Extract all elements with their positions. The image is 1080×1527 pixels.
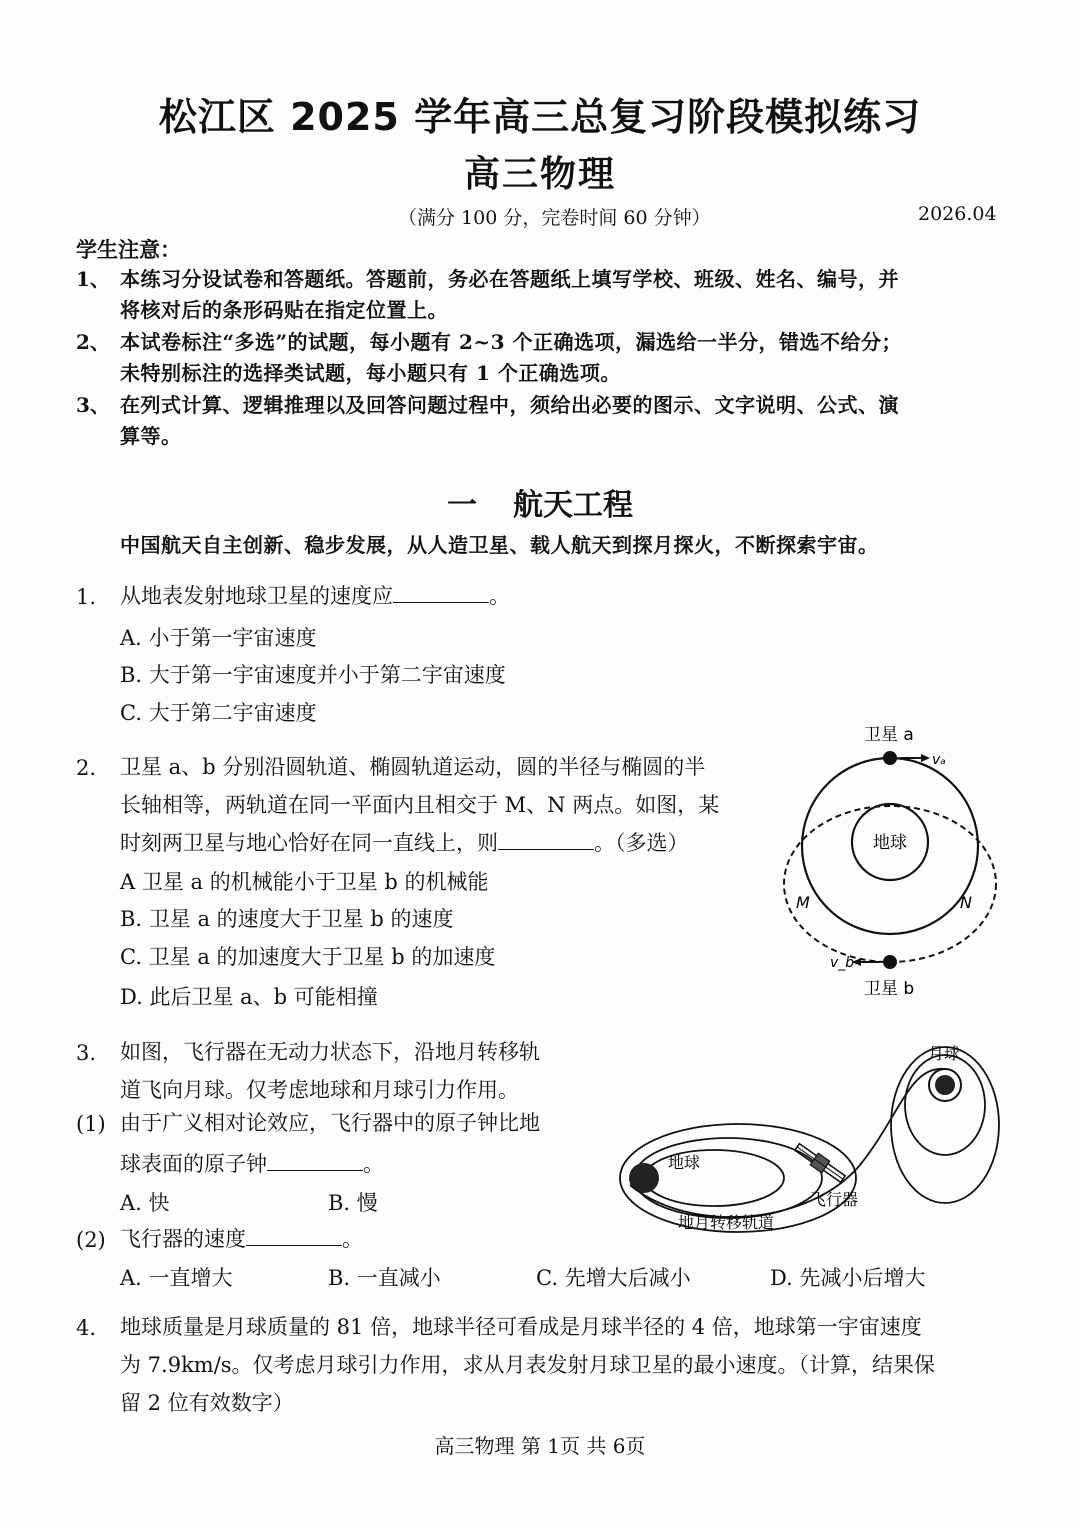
note-text: 本练习分设试卷和答题纸。答题前，务必在答题纸上填写学校、班级、姓名、编号，并 (120, 267, 899, 291)
question-line: 留 2 位有效数字） (120, 1391, 294, 1415)
option[interactable]: A 卫星 a 的机械能小于卫星 b 的机械能 (120, 870, 489, 894)
earth-label: 地球 (668, 1153, 701, 1172)
option[interactable]: A. 一直增大 (120, 1266, 233, 1290)
question-line: 长轴相等，两轨道在同一平面内且相交于 M、N 两点。如图，某 (120, 793, 720, 817)
note-text: 在列式计算、逻辑推理以及回答问题过程中，须给出必要的图示、文字说明、公式、演 (120, 393, 899, 417)
option[interactable]: B. 大于第一宇宙速度并小于第二宇宙速度 (120, 663, 506, 687)
option[interactable]: A. 快 (120, 1191, 170, 1215)
score-time: （满分 100 分，完卷时间 60 分钟） (398, 207, 711, 229)
stem-end: 。 (342, 1227, 363, 1251)
stem-text: 时刻两卫星与地心恰好在同一直线上，则 (120, 831, 498, 855)
exam-title: 松江区 2025 学年高三总复习阶段模拟练习 (158, 95, 922, 139)
moon-orbit-outer (891, 1047, 999, 1203)
note-text: 将核对后的条形码贴在指定位置上。 (120, 298, 448, 322)
sat-b-label: 卫星 b (864, 979, 915, 999)
question-line: 为 7.9km/s。仅考虑月球引力作用，求从月表发射月球卫星的最小速度。（计算，结果保 (120, 1353, 936, 1377)
va-label: vₐ (932, 752, 946, 768)
question-line: 卫星 a、b 分别沿圆轨道、椭圆轨道运动，圆的半径与椭圆的半 (120, 755, 706, 779)
option[interactable]: A. 小于第一宇宙速度 (120, 626, 317, 650)
stem-text: 飞行器的速度 (120, 1227, 246, 1251)
orbit-diagram (780, 720, 1010, 1010)
vb-label: v_b (830, 955, 855, 971)
question-line: 地球质量是月球质量的 81 倍，地球半径可看成是月球半径的 4 倍，地球第一宇宙速度 (120, 1315, 922, 1339)
option[interactable]: B. 一直减小 (328, 1266, 441, 1290)
page-footer: 高三物理 第 1页 共 6页 (434, 1434, 646, 1458)
exam-date: 2026.04 (918, 203, 997, 225)
earth-label: 地球 (873, 833, 907, 853)
question-number: 2. (76, 756, 97, 780)
transfer-orbit-label: 地月转移轨道 (678, 1213, 775, 1232)
question-stem (120, 577, 510, 615)
note-item (76, 327, 1006, 389)
option[interactable]: D. 先减小后增大 (770, 1266, 926, 1290)
stem-text: 球表面的原子钟 (120, 1152, 267, 1176)
note-item (76, 264, 1006, 326)
note-number: 2、 (76, 330, 110, 354)
sat-a-label: 卫星 a (864, 725, 914, 745)
section-heading (0, 480, 1080, 524)
question-line: 道飞向月球。仅考虑地球和月球引力作用。 (120, 1078, 519, 1102)
moon-label: 月球 (928, 1044, 961, 1063)
option[interactable]: D. 此后卫星 a、b 可能相撞 (120, 985, 378, 1009)
elliptical-orbit (784, 806, 996, 962)
notes-heading: 学生注意： (76, 237, 181, 262)
answer-blank[interactable] (267, 1150, 363, 1171)
subquestion-number: (1) (76, 1112, 106, 1136)
option[interactable]: C. 先增大后减小 (536, 1266, 691, 1290)
answer-blank[interactable] (246, 1225, 342, 1246)
stem-end: 。 (363, 1152, 384, 1176)
question-line: 由于广义相对论效应，飞行器中的原子钟比地 (120, 1111, 540, 1135)
answer-blank[interactable] (393, 582, 489, 603)
satellite-a (883, 751, 897, 765)
question-line (120, 1220, 363, 1258)
craft-label: 飞行器 (810, 1190, 859, 1209)
point-m-label: M (796, 893, 810, 912)
exam-subtitle: 高三物理 (463, 154, 616, 195)
satellite-b (883, 955, 897, 969)
transfer-orbit-diagram (610, 1035, 1010, 1245)
section-number: 一 (447, 488, 477, 523)
note-text: 未特别标注的选择类试题，每小题只有 1 个正确选项。 (120, 361, 621, 385)
note-text: 本试卷标注“多选”的试题，每小题有 2~3 个正确选项，漏选给一半分，错选不给分； (120, 330, 903, 354)
moon-body (935, 1075, 955, 1095)
note-text: 算等。 (120, 424, 182, 448)
option[interactable]: C. 大于第二宇宙速度 (120, 701, 317, 725)
earth-orbit-inner (644, 1150, 784, 1206)
question-number: 1. (76, 585, 97, 609)
note-number: 3、 (76, 393, 110, 417)
spacecraft-icon (793, 1141, 847, 1185)
stem-end: 。（多选） (594, 831, 689, 855)
section-intro: 中国航天自主创新、稳步发展，从人造卫星、载人航天到探月探火，不断探索宇宙。 (120, 533, 879, 557)
question-number: 4. (76, 1316, 97, 1340)
point-n-label: N (960, 893, 972, 912)
transfer-trajectory (630, 1069, 945, 1217)
answer-blank[interactable] (498, 829, 594, 850)
stem-end: 。 (489, 584, 510, 608)
note-item (76, 390, 1006, 452)
subquestion-number: (2) (76, 1228, 106, 1252)
option[interactable]: B. 慢 (328, 1191, 378, 1215)
question-line (120, 1145, 384, 1183)
note-number: 1、 (76, 267, 110, 291)
option[interactable]: B. 卫星 a 的速度大于卫星 b 的速度 (120, 907, 454, 931)
section-title: 航天工程 (513, 488, 633, 523)
option[interactable]: C. 卫星 a 的加速度大于卫星 b 的加速度 (120, 945, 496, 969)
question-line (120, 824, 689, 862)
question-line: 如图，飞行器在无动力状态下，沿地月转移轨 (120, 1040, 540, 1064)
stem-text: 从地表发射地球卫星的速度应 (120, 584, 393, 608)
question-number: 3. (76, 1041, 97, 1065)
arrowhead-a (921, 754, 930, 762)
